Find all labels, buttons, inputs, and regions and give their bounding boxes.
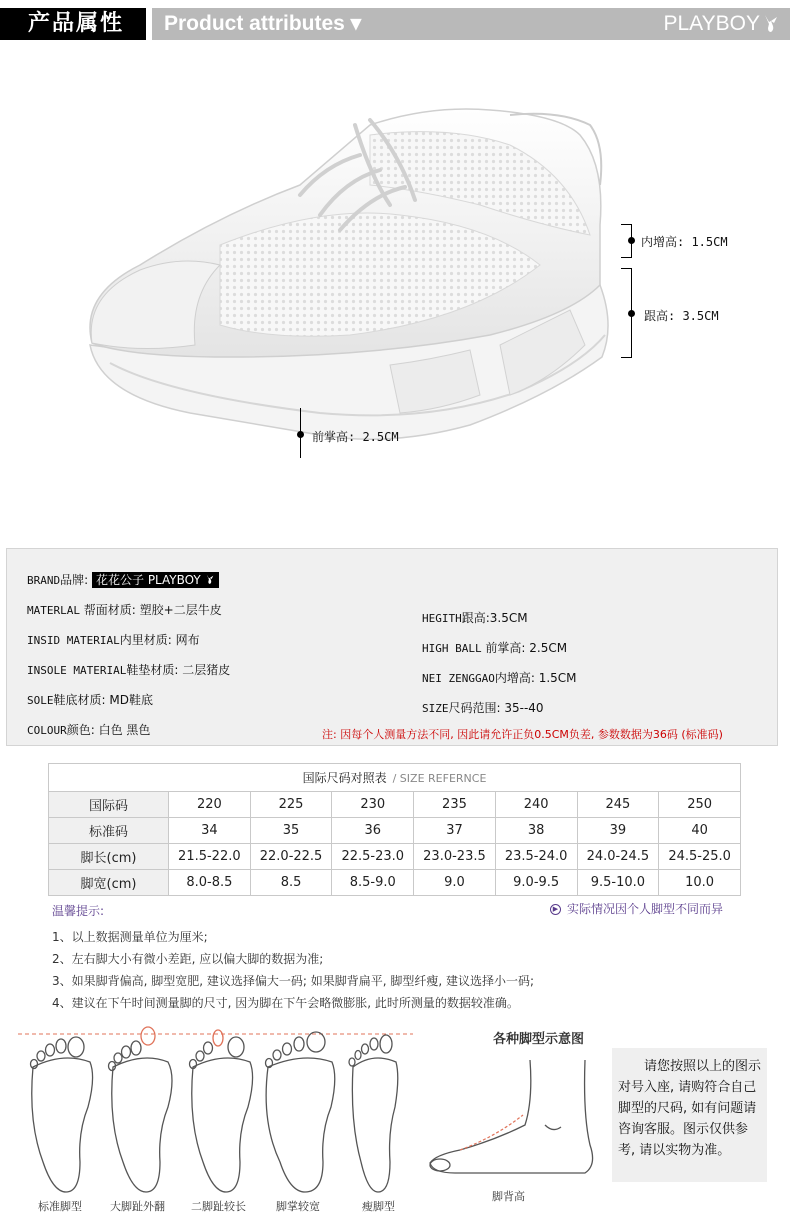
bracket-tick bbox=[621, 257, 631, 258]
row-header: 脚长(cm) bbox=[49, 844, 169, 870]
forefoot-height-label: 前掌高: 2.5CM bbox=[312, 430, 399, 444]
bracket-tick bbox=[621, 268, 631, 269]
spec-forefoot-height: HIGH BALL 前掌高: 2.5CM bbox=[422, 641, 568, 655]
tip-item: 1、以上数据测量单位为厘米; bbox=[52, 930, 208, 944]
table-cell: 21.5-22.0 bbox=[169, 844, 251, 870]
heel-height-label: 跟高: 3.5CM bbox=[644, 309, 719, 323]
table-cell: 245 bbox=[577, 792, 659, 818]
table-cell: 9.0-9.5 bbox=[495, 870, 577, 896]
spec-size-range: SIZE尺码范围: 35--40 bbox=[422, 701, 544, 715]
spec-colour: COLOUR颜色: 白色 黑色 bbox=[27, 723, 151, 737]
section-title-cn: 产品属性 bbox=[0, 8, 146, 40]
table-cell: 10.0 bbox=[659, 870, 741, 896]
table-cell: 235 bbox=[414, 792, 496, 818]
table-cell: 23.5-24.0 bbox=[495, 844, 577, 870]
table-cell: 37 bbox=[414, 818, 496, 844]
bunny-logo-icon bbox=[762, 14, 780, 34]
table-row bbox=[49, 870, 741, 896]
table-cell: 36 bbox=[332, 818, 414, 844]
spec-lining-material: INSID MATERIAL内里材质: 网布 bbox=[27, 633, 200, 647]
table-cell: 23.0-23.5 bbox=[414, 844, 496, 870]
table-cell: 38 bbox=[495, 818, 577, 844]
table-cell: 35 bbox=[250, 818, 332, 844]
table-cell: 8.0-8.5 bbox=[169, 870, 251, 896]
table-title: 国际尺码对照表 / SIZE REFERNCE bbox=[49, 764, 741, 792]
table-cell: 8.5-9.0 bbox=[332, 870, 414, 896]
foot-label-bunion: 大脚趾外翻 bbox=[110, 1200, 165, 1213]
tips-title: 温馨提示: bbox=[52, 904, 105, 918]
tip-item: 2、左右脚大小有微小差距, 应以偏大脚的数据为准; bbox=[52, 952, 324, 966]
side-foot-image bbox=[425, 1055, 600, 1180]
foot-types-title: 各种脚型示意图 bbox=[493, 1032, 585, 1047]
table-cell: 240 bbox=[495, 792, 577, 818]
tips-disclaimer: ▶ 实际情况因个人脚型不同而异 bbox=[550, 900, 723, 917]
spec-insole-material: INSOLE MATERIAL鞋垫材质: 二层猪皮 bbox=[27, 663, 231, 677]
table-cell: 230 bbox=[332, 792, 414, 818]
tip-item: 4、建议在下午时间测量脚的尺寸, 因为脚在下午会略微膨胀, 此时所测量的数据较准确。 bbox=[52, 996, 519, 1010]
bracket-tick bbox=[621, 357, 631, 358]
spec-upper-material: MATERLAL 帮面材质: 塑胶+二层牛皮 bbox=[27, 603, 222, 617]
bracket-tick bbox=[621, 224, 631, 225]
table-cell: 22.0-22.5 bbox=[250, 844, 332, 870]
tip-item: 3、如果脚背偏高, 脚型宽肥, 建议选择偏大一码; 如果脚背扁平, 脚型纤瘦, 建议选择小一码; bbox=[52, 974, 535, 988]
table-title-row bbox=[49, 764, 741, 792]
spec-brand: BRAND品牌: 花花公子 PLAYBOY bbox=[27, 571, 219, 588]
table-cell: 24.5-25.0 bbox=[659, 844, 741, 870]
inner-height-label: 内增高: 1.5CM bbox=[641, 235, 728, 249]
table-cell: 40 bbox=[659, 818, 741, 844]
row-header: 标准码 bbox=[49, 818, 169, 844]
table-cell: 9.5-10.0 bbox=[577, 870, 659, 896]
table-cell: 250 bbox=[659, 792, 741, 818]
foot-label-wide: 脚掌较宽 bbox=[276, 1200, 320, 1213]
section-title-en: Product attributes ▾ bbox=[164, 12, 362, 35]
foot-types-image bbox=[18, 1022, 418, 1197]
shoe-image bbox=[70, 95, 630, 475]
table-row bbox=[49, 818, 741, 844]
table-cell: 220 bbox=[169, 792, 251, 818]
table-cell: 34 bbox=[169, 818, 251, 844]
table-cell: 39 bbox=[577, 818, 659, 844]
size-reference-table bbox=[48, 763, 741, 896]
foot-label-slim: 瘦脚型 bbox=[362, 1200, 395, 1213]
marker-dot bbox=[628, 310, 635, 317]
play-circle-icon: ▶ bbox=[550, 904, 561, 915]
foot-label-standard: 标准脚型 bbox=[38, 1200, 82, 1213]
marker-dot bbox=[628, 237, 635, 244]
spec-heel-height: HEGITH跟高:3.5CM bbox=[422, 611, 528, 625]
table-cell: 225 bbox=[250, 792, 332, 818]
spec-sole-material: SOLE鞋底材质: MD鞋底 bbox=[27, 693, 153, 707]
measurement-note: 注: 因每个人测量方法不同, 因此请允许正负0.5CM负差, 参数数据为36码 (标准码) bbox=[322, 728, 723, 741]
row-header: 国际码 bbox=[49, 792, 169, 818]
table-cell: 9.0 bbox=[414, 870, 496, 896]
bunny-icon bbox=[205, 574, 215, 585]
table-cell: 22.5-23.0 bbox=[332, 844, 414, 870]
brand-logo-text: PLAYBOY bbox=[663, 12, 760, 35]
table-cell: 24.0-24.5 bbox=[577, 844, 659, 870]
fit-advice-box: 请您按照以上的图示对号入座, 请购符合自己脚型的尺码, 如有问题请咨询客服。图示仅供参考, 请以实物为准。 bbox=[612, 1048, 767, 1182]
table-row bbox=[49, 844, 741, 870]
table-cell: 8.5 bbox=[250, 870, 332, 896]
table-row bbox=[49, 792, 741, 818]
spec-panel bbox=[6, 548, 778, 746]
marker-dot bbox=[297, 431, 304, 438]
instep-height-label: 脚背高 bbox=[492, 1190, 525, 1203]
row-header: 脚宽(cm) bbox=[49, 870, 169, 896]
spec-inner-height: NEI ZENGGAO内增高: 1.5CM bbox=[422, 671, 577, 685]
brand-chip: 花花公子 PLAYBOY bbox=[92, 572, 219, 588]
foot-label-long-second-toe: 二脚趾较长 bbox=[191, 1200, 246, 1213]
